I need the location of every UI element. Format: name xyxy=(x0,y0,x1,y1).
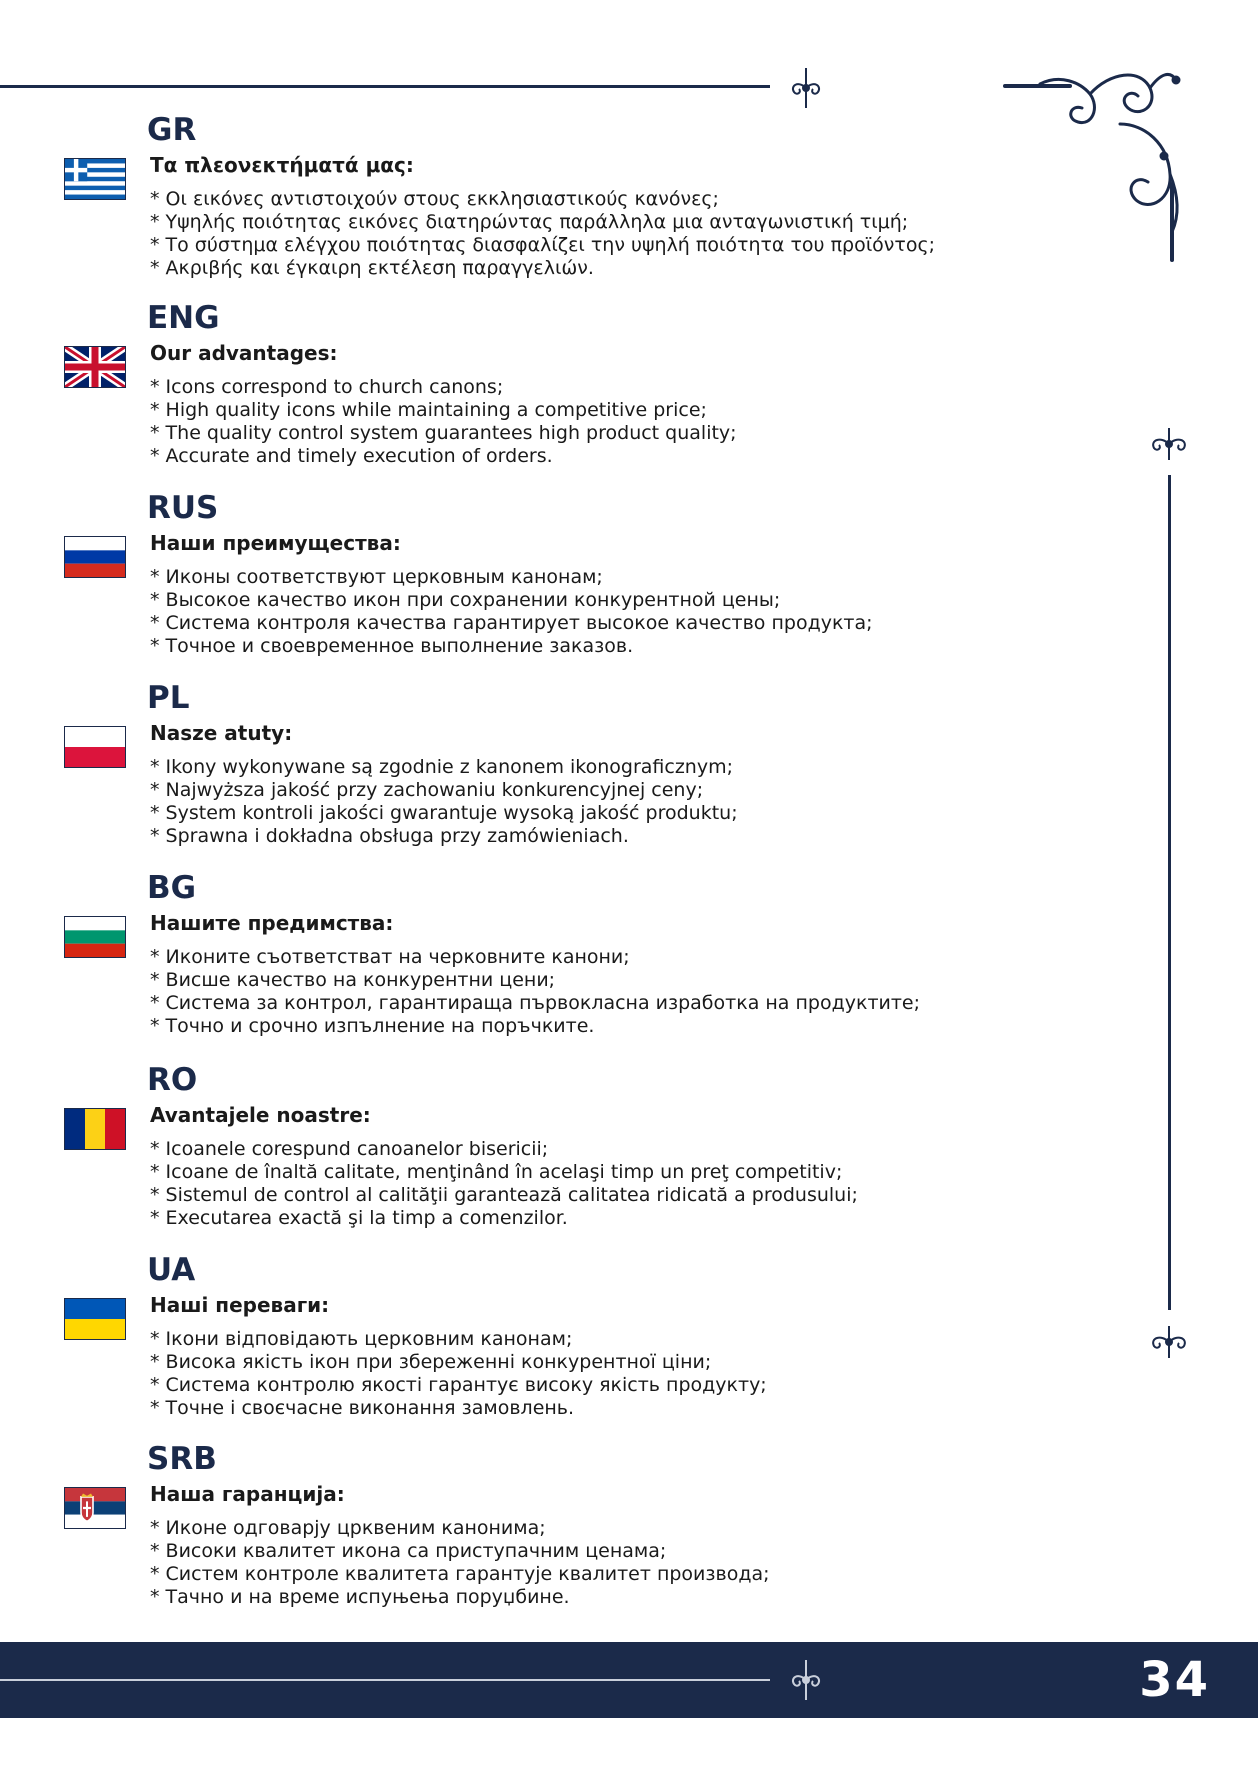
section-heading: Наші переваги: xyxy=(150,1293,330,1317)
section-heading: Наша гаранција: xyxy=(150,1482,345,1506)
language-code: RO xyxy=(147,1062,198,1098)
uk-flag-icon xyxy=(64,346,126,388)
russia-flag-icon xyxy=(64,536,126,578)
list-item: * Ікони відповідають церковним канонам; xyxy=(150,1328,573,1350)
list-item: * Το σύστημα ελέγχου ποιότητας διασφαλίζει την υψηλή ποιότητα του προϊόντος; xyxy=(150,234,935,256)
fleuron-icon xyxy=(1146,1322,1192,1362)
language-code: SRB xyxy=(147,1441,217,1477)
list-item: * Систем контроле квалитета гарантује квалитет производа; xyxy=(150,1563,770,1585)
list-item: * Иконы соответствуют церковным канонам; xyxy=(150,566,603,588)
list-item: * Υψηλής ποιότητας εικόνες διατηρώντας παράλληλα μια ανταγωνιστική τιμή; xyxy=(150,211,909,233)
list-item: * Иконе одговарју црквеним канонима; xyxy=(150,1517,546,1539)
greece-flag-icon xyxy=(64,158,126,200)
list-item: * Accurate and timely execution of orders. xyxy=(150,445,553,467)
list-item: * Ακριβής και έγκαιρη εκτέλεση παραγγελιών. xyxy=(150,257,594,279)
list-item: * Тачно и на време испуњења поруџбине. xyxy=(150,1586,570,1608)
serbia-flag-icon xyxy=(64,1487,126,1529)
list-item: * Icoane de înaltă calitate, menţinând în acelaşi timp un preţ competitiv; xyxy=(150,1161,843,1183)
list-item: * High quality icons while maintaining a competitive price; xyxy=(150,399,707,421)
list-item: * Высокое качество икон при сохранении конкурентной цены; xyxy=(150,589,781,611)
section-heading: Нашите предимства: xyxy=(150,911,394,935)
language-code: PL xyxy=(147,680,190,716)
list-item: * Icons correspond to church canons; xyxy=(150,376,504,398)
list-item: * The quality control system guarantees high product quality; xyxy=(150,422,737,444)
section-heading: Τα πλεονεκτήματά μας: xyxy=(150,153,414,177)
section-heading: Avantajele noastre: xyxy=(150,1103,371,1127)
language-code: RUS xyxy=(147,490,219,526)
top-divider xyxy=(0,85,770,88)
list-item: * Точное и своевременное выполнение заказов. xyxy=(150,635,634,657)
list-item: * Sprawna i dokładna obsługa przy zamówieniach. xyxy=(150,825,629,847)
language-code: UA xyxy=(147,1252,196,1288)
fleuron-icon xyxy=(784,1658,828,1702)
list-item: * Οι εικόνες αντιστοιχούν στους εκκλησιαστικούς κανόνες; xyxy=(150,188,719,210)
language-code: ENG xyxy=(147,300,220,336)
list-item: * Najwyższa jakość przy zachowaniu konkurencyjnej ceny; xyxy=(150,779,704,801)
list-item: * System kontroli jakości gwarantuje wysoką jakość produktu; xyxy=(150,802,738,824)
list-item: * Точно и срочно изпълнение на поръчките. xyxy=(150,1015,595,1037)
footer-divider xyxy=(0,1679,770,1681)
list-item: * Висока якість ікон при збереженні конкурентної ціни; xyxy=(150,1351,712,1373)
section-heading: Our advantages: xyxy=(150,341,338,365)
list-item: * Висше качество на конкурентни цени; xyxy=(150,969,556,991)
bulgaria-flag-icon xyxy=(64,916,126,958)
side-divider xyxy=(1168,475,1171,1310)
list-item: * Система за контрол, гарантираща първокласна изработка на продуктите; xyxy=(150,992,921,1014)
fleuron-icon xyxy=(784,66,828,110)
romania-flag-icon xyxy=(64,1108,126,1150)
section-heading: Наши преимущества: xyxy=(150,531,401,555)
list-item: * Ikony wykonywane są zgodnie z kanonem ikonograficznym; xyxy=(150,756,734,778)
list-item: * Система контролю якості гарантує високу якість продукту; xyxy=(150,1374,767,1396)
list-item: * Executarea exactă şi la timp a comenzilor. xyxy=(150,1207,568,1229)
list-item: * Icoanele corespund canoanelor bisericii; xyxy=(150,1138,549,1160)
list-item: * Система контроля качества гарантирует высокое качество продукта; xyxy=(150,612,873,634)
list-item: * Точне і своєчасне виконання замовлень. xyxy=(150,1397,575,1419)
poland-flag-icon xyxy=(64,726,126,768)
section-heading: Nasze atuty: xyxy=(150,721,293,745)
corner-flourish-icon xyxy=(1000,64,1200,264)
page-number: 34 xyxy=(1139,1652,1210,1708)
list-item: * Sistemul de control al calităţii garantează calitatea ridicată a produsului; xyxy=(150,1184,858,1206)
list-item: * Иконите съответстват на черковните канони; xyxy=(150,946,630,968)
ukraine-flag-icon xyxy=(64,1298,126,1340)
language-code: GR xyxy=(147,112,197,148)
list-item: * Високи квалитет икона са приступачним ценама; xyxy=(150,1540,667,1562)
fleuron-icon xyxy=(1146,424,1192,464)
language-code: BG xyxy=(147,870,197,906)
